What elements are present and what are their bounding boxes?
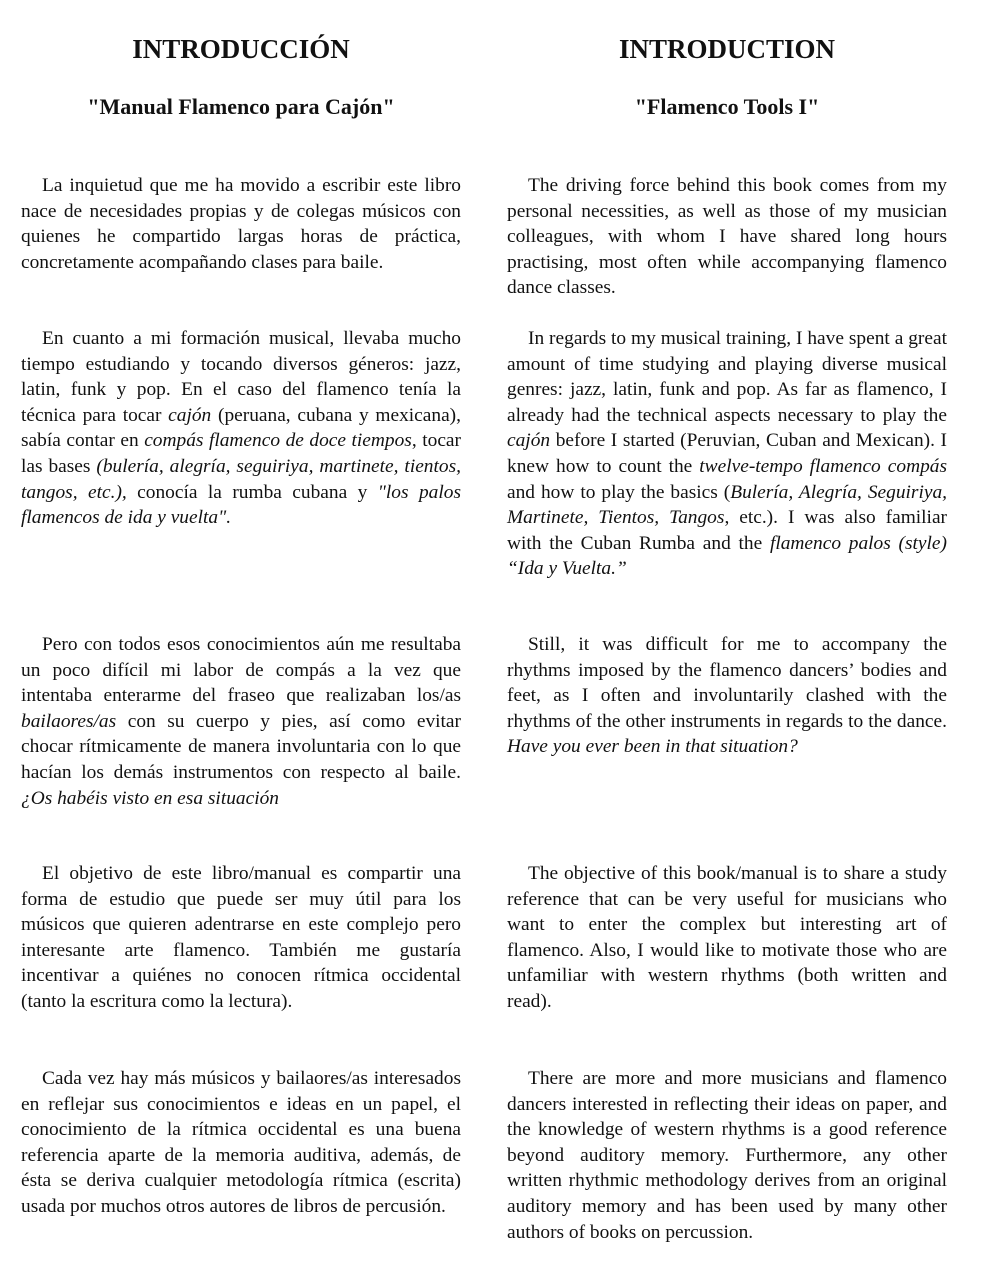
italic-text: flamenco palos (style) “Ida y Vuelta.” — [507, 532, 947, 580]
italic-text: ¿Os habéis visto en esa situación — [21, 787, 279, 809]
english-paragraph-3 — [507, 632, 947, 760]
spanish-paragraph-4 — [21, 861, 461, 1015]
italic-text: (bulería, alegría, seguiriya, martinete, tientos, tangos, etc.), — [21, 455, 461, 503]
italic-text: bailaores/as — [21, 710, 117, 732]
body-text: Cada vez hay más músicos y bailaores/as interesados en reflejar sus conocimientos e ideas en un papel, el conocimiento de la rítmica occidental es una buena referencia aparte de la memoria auditiva, además, de ésta se deriva cualquier metodología rítmica (escrita) usada por muchos otros autores de libros de percusión. — [21, 1068, 461, 1217]
body-text: La inquietud que me ha movido a escribir este libro nace de necesidades propias y de colegas músicos con quienes he compartido largas horas de práctica, concretamente acompañando clases para baile. — [21, 175, 461, 273]
italic-text: cajón — [168, 404, 212, 426]
italic-text: Bulería, Alegría, Seguiriya, Martinete, Tientos, Tangos — [507, 481, 947, 529]
italic-text: compás flamenco de doce tiempos — [144, 430, 412, 452]
spanish-paragraph-1 — [21, 173, 461, 275]
body-text: Pero con todos esos conocimientos aún me resultaba un poco difícil mi labor de compás a la vez que intentaba enterarme del fraseo que realizaban los/as — [21, 634, 461, 707]
spanish-paragraph-3 — [21, 632, 461, 811]
english-title: INTRODUCTION — [618, 34, 836, 64]
italic-text: twelve-tempo flamenco compás — [699, 455, 948, 477]
spanish-paragraph-5 — [21, 1066, 461, 1220]
english-paragraph-2 — [507, 326, 947, 582]
body-text: El objetivo de este libro/manual es compartir una forma de estudio que puede ser muy útil para los músicos que quieren adentrarse en este complejo pero interesante arte flamenco. También me gustaría incentivar a quiénes no conocen rítmica occidental (tanto la escritura como la lectura). — [21, 863, 461, 1012]
english-subtitle: "Flamenco Tools I" — [634, 94, 820, 119]
body-text: (peruana, cubana y mexicana), sabía contar en — [21, 404, 461, 452]
english-paragraph-4 — [507, 861, 947, 1015]
body-text: before I started (Peruvian, Cuban and Mexican). I knew how to count the — [507, 430, 947, 477]
body-text: conocía la rumba cubana y — [126, 481, 378, 503]
english-paragraph-1 — [507, 173, 947, 301]
body-text: The driving force behind this book comes from my personal necessities, as well as those of my musician colleagues, with whom I have shared long hours practising, most often while accompanying flamenco dance classes. — [507, 175, 947, 299]
body-text: In regards to my musical training, I have spent a great amount of time studying and playing diverse musical genres: jazz, latin, funk and pop. As far as flamenco, I already had the technical aspects necessary to play the — [507, 328, 947, 426]
body-text: con su cuerpo y pies, así como evitar chocar rítmicamente de manera involuntaria con lo que hacían los demás instrumentos con respecto al baile. — [21, 710, 461, 783]
body-text: The objective of this book/manual is to share a study reference that can be very useful for musicians who want to enter the complex but interesting art of flamenco. Also, I would like to motivate those who are unfamiliar with western rhythms (both written and read). — [507, 863, 947, 1012]
spanish-title: INTRODUCCIÓN — [132, 34, 350, 64]
body-text: and how to play the basics ( — [507, 481, 731, 503]
body-text: , tocar las bases — [21, 430, 461, 477]
body-text: En cuanto a mi formación musical, llevaba mucho tiempo estudiando y tocando diversos géneros: jazz, latin, funk y pop. En el caso del flamenco tenía la técnica para tocar — [21, 328, 461, 426]
body-text: There are more and more musicians and flamenco dancers interested in reflecting their ideas on paper, and the knowledge of western rhythms is a good reference beyond auditory memory. Furthermore, any other written rhythmic methodology derives from an original auditory memory and has been used by many other authors of books on percussion. — [507, 1068, 947, 1243]
body-text: Still, it was difficult for me to accompany the rhythms imposed by the flamenco dancers’ bodies and feet, as I often and involuntarily clashed with the rhythms of the other instruments in regards to the dance. — [507, 634, 947, 732]
spanish-paragraph-2 — [21, 326, 461, 531]
spanish-subtitle: "Manual Flamenco para Cajón" — [87, 94, 395, 119]
italic-text: cajón — [507, 430, 551, 452]
italic-text: "los palos flamencos de ida y vuelta". — [21, 481, 461, 529]
italic-text: Have you ever been in that situation? — [507, 736, 798, 758]
body-text: , etc.). I was also familiar with the Cuban Rumba and the — [507, 507, 948, 554]
english-paragraph-5 — [507, 1066, 947, 1245]
